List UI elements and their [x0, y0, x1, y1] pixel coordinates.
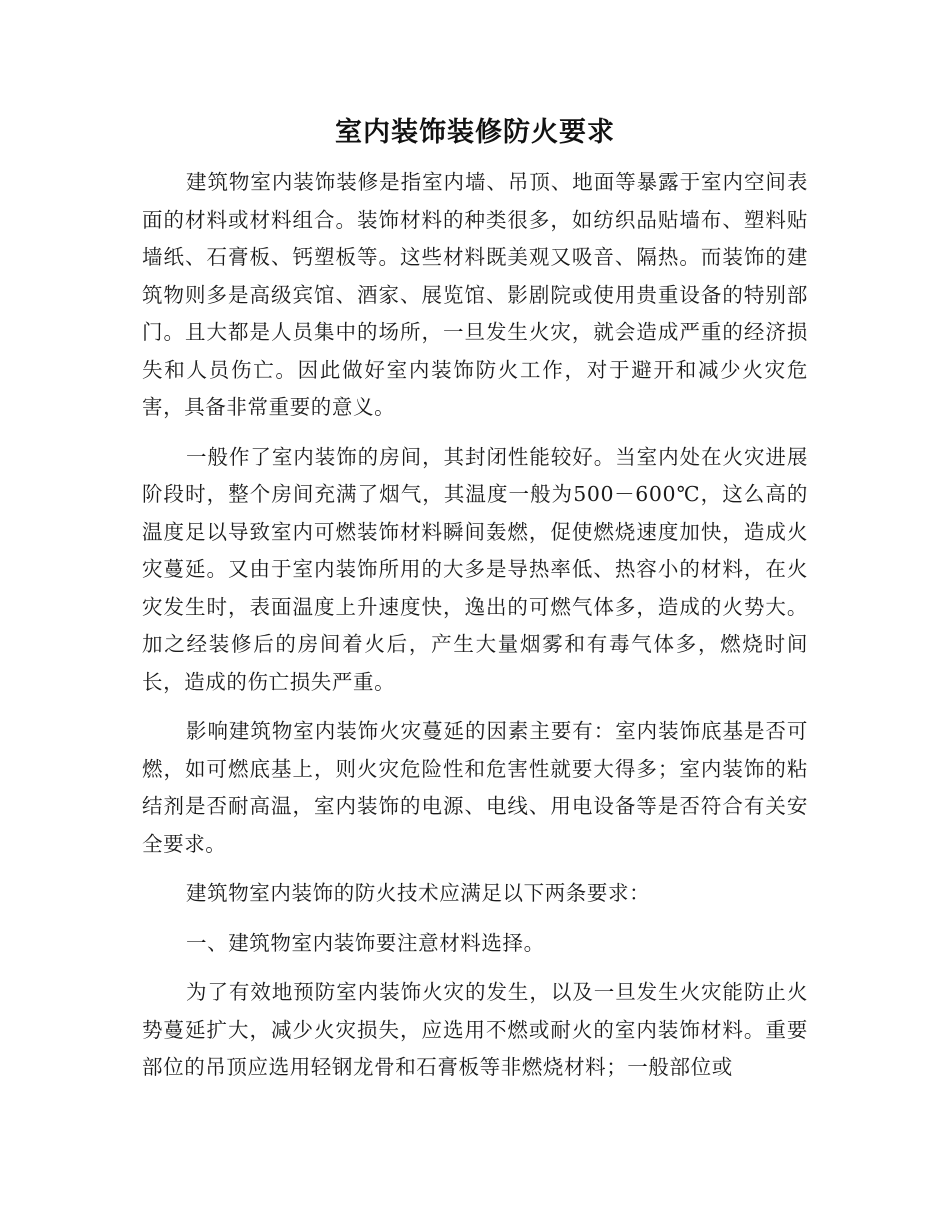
- paragraph-requirement-one: 一、建筑物室内装饰要注意材料选择。: [186, 930, 545, 955]
- paragraph-requirements-intro: 建筑物室内装饰的防火技术应满足以下两条要求：: [186, 881, 651, 905]
- paragraph-influencing-factors: 影响建筑物室内装饰火灾蔓延的因素主要有：室内装饰底基是否可燃，如可燃底基上，则火灾危险性和危害性就要大得多；室内装饰的粘结剂是否耐高温，室内装饰的电源、电线、用电设备等是否符合有关安全要求。: [142, 719, 808, 856]
- paragraph-material-selection: 为了有效地预防室内装饰火灾的发生，以及一旦发生火灾能防止火势蔓延扩大，减少火灾损失，应选用不燃或耐火的室内装饰材料。重要部位的吊顶应选用轻钢龙骨和石膏板等非燃烧材料；一般部位或: [142, 980, 808, 1079]
- document-title: 室内装饰装修防火要求: [335, 117, 615, 148]
- document-body: [142, 108, 808, 1099]
- paragraph-fire-spread: 一般作了室内装饰的房间，其封闭性能较好。当室内处在火灾进展阶段时，整个房间充满了烟气，其温度一般为500－600℃，这么高的温度足以导致室内可燃装饰材料瞬间轰燃，促使燃烧速度加快，造成火灾蔓延。又由于室内装饰所用的大多是导热率低、热容小的材料，在火灾发生时，表面温度上升速度快，逸出的可燃气体多，造成的火势大。加之经装修后的房间着火后，产生大量烟雾和有毒气体多，燃烧时间长，造成的伤亡损失严重。: [142, 444, 808, 694]
- paragraph-definition: 建筑物室内装饰装修是指室内墙、吊顶、地面等暴露于室内空间表面的材料或材料组合。装饰材料的种类很多，如纺织品贴墙布、塑料贴墙纸、石膏板、钙塑板等。这些材料既美观又吸音、隔热。而装饰的建筑物则多是高级宾馆、酒家、展览馆、影剧院或使用贵重设备的特别部门。且大都是人员集中的场所，一旦发生火灾，就会造成严重的经济损失和人员伤亡。因此做好室内装饰防火工作，对于避开和减少火灾危害，具备非常重要的意义。: [142, 170, 808, 419]
